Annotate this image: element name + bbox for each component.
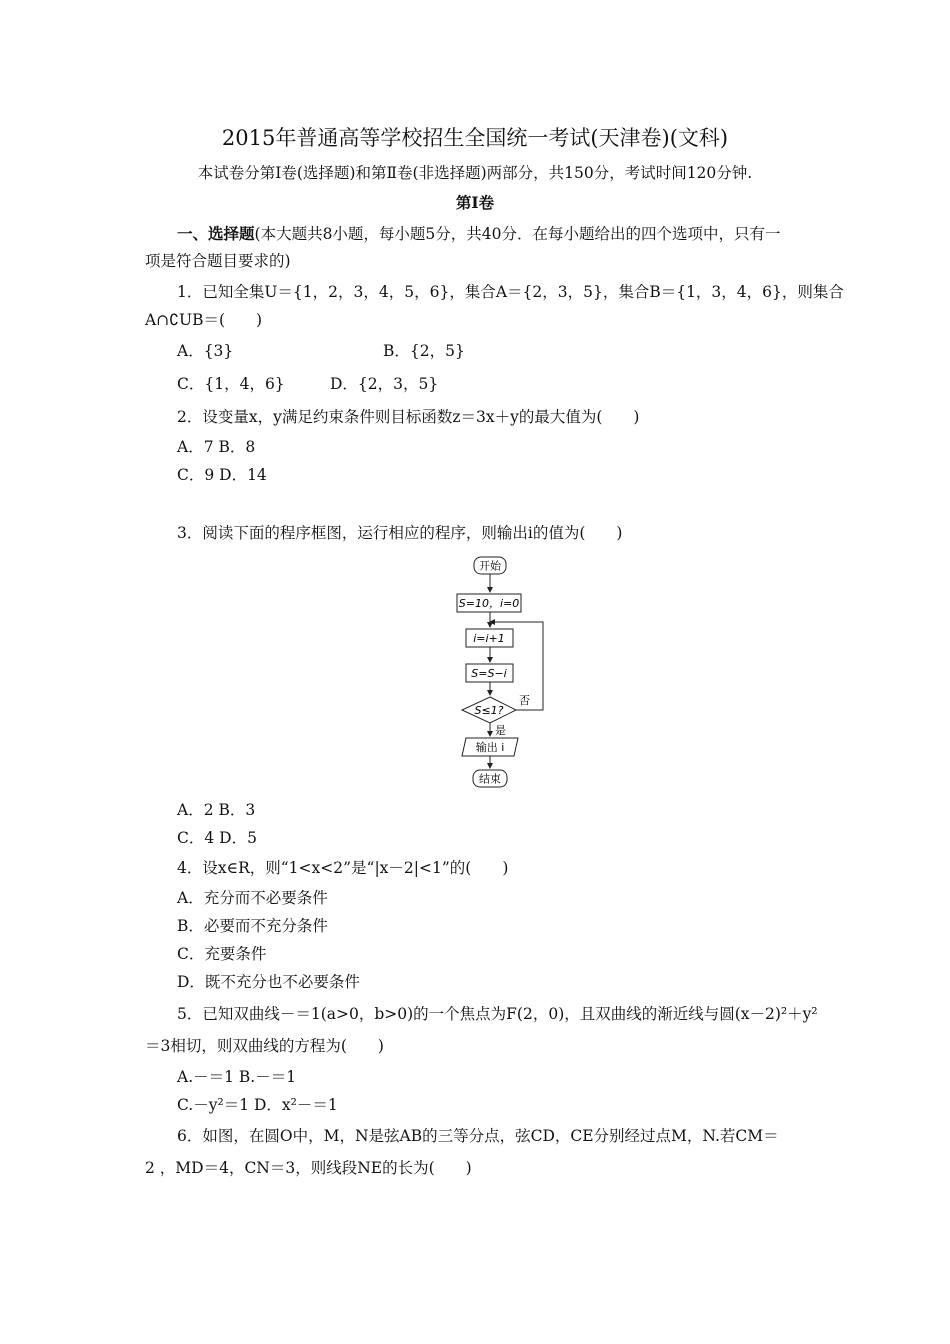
flow-end-label: 结束 [479,772,501,786]
q4-option-a: A．充分而不必要条件 [177,889,328,907]
q3-options-ab: A．2 B．3 [177,801,256,819]
flow-no-label: 否 [519,694,530,707]
q3-flowchart [452,554,562,790]
q4-stem: 4．设x∈R，则“1<x<2”是“|x－2|<1”的( ) [177,859,509,877]
flow-condition-label: S≤1? [474,704,504,717]
section-label: 一、选择题 [177,224,255,243]
q1-option-b: B．{2，5} [383,342,465,360]
q4-option-c: C．充要条件 [177,945,267,963]
flow-step1-label: i=i+1 [473,632,505,645]
flow-step2-label: S=S−i [471,667,507,680]
part-heading: 第Ⅰ卷 [455,193,495,212]
q2-options-cd: C．9 D．14 [177,466,267,484]
q6-stem-cont: 2 ，MD＝4，CN＝3，则线段NE的长为( ) [145,1159,472,1177]
q3-stem: 3．阅读下面的程序框图，运行相应的程序，则输出i的值为( ) [177,524,623,542]
q6-stem: 6．如图，在圆O中，M，N是弦AB的三等分点，弦CD，CE分别经过点M，N.若CM＝ [177,1127,779,1145]
flow-yes-label: 是 [495,724,506,737]
q1-option-d: D．{2，3，5} [330,375,439,393]
exam-intro: 本试卷分第Ⅰ卷(选择题)和第Ⅱ卷(非选择题)两部分，共150分，考试时间120分钟. [197,164,753,182]
flow-init-label: S=10，i=0 [458,597,520,610]
q1-option-c: C．{1，4，6} [177,375,285,393]
q4-option-b: B．必要而不充分条件 [177,917,328,935]
exam-title: 2015年普通高等学校招生全国统一考试(天津卷)(文科) [221,126,729,150]
q5-stem: 5．已知双曲线－＝1(a>0，b>0)的一个焦点为F(2，0)，且双曲线的渐近线与圆(x－2)²＋y² [177,1005,818,1023]
section-header [177,224,781,244]
q3-options-cd: C．4 D．5 [177,829,257,847]
q5-options-cd: C.－y²＝1 D．x²－＝1 [177,1096,338,1114]
section-desc-cont: 项是符合题目要求的) [145,252,291,270]
flow-start-label: 开始 [479,559,501,573]
section-desc: (本大题共8小题，每小题5分，共40分．在每小题给出的四个选项中，只有一 [254,225,781,243]
q1-option-a: A．{3} [177,342,234,360]
q2-options-ab: A．7 B．8 [177,438,256,456]
q5-options-ab: A.－＝1 B.－＝1 [177,1068,297,1086]
q5-stem-cont: ＝3相切，则双曲线的方程为( ) [145,1037,384,1055]
q1-stem: 1．已知全集U＝{1，2，3，4，5，6}，集合A＝{2，3，5}，集合B＝{1，3，4，6}，则集合 [177,283,844,301]
q2-stem: 2．设变量x，y满足约束条件则目标函数z＝3x＋y的最大值为( ) [177,408,640,426]
q1-stem-cont: A∩∁UB＝( ) [145,311,263,329]
flow-output-label: 输出 i [475,741,505,754]
q4-option-d: D．既不充分也不必要条件 [177,973,360,991]
